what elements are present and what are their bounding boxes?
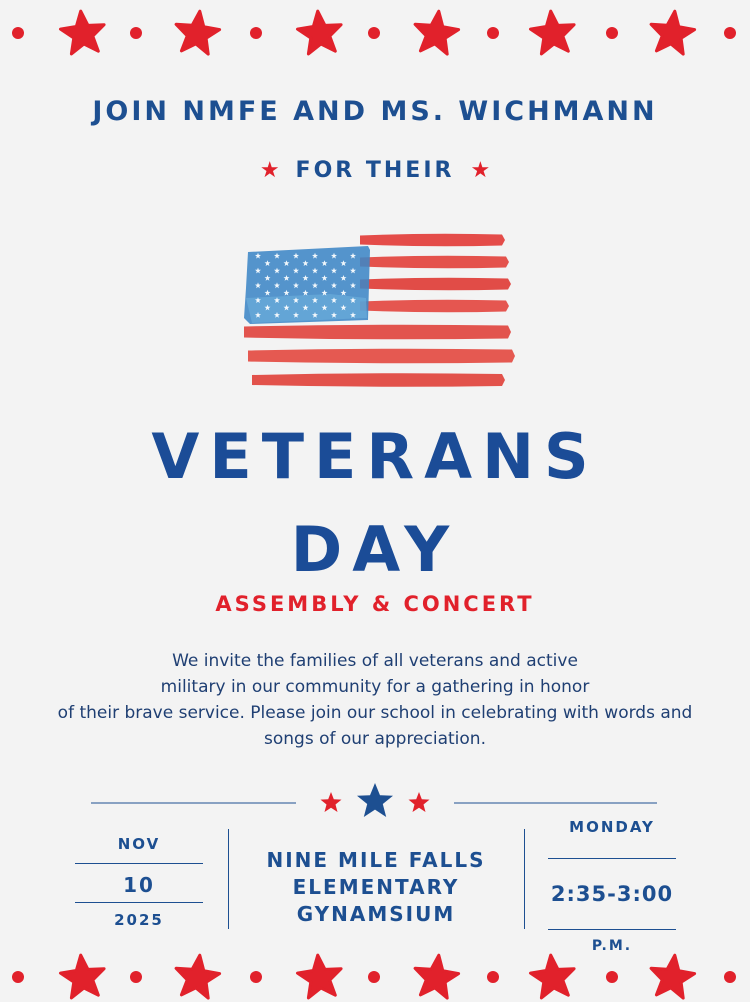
event-subtitle: ASSEMBLY & CONCERT [215, 592, 535, 616]
event-location [240, 847, 512, 928]
border-star-icon [298, 11, 342, 54]
border-dot [12, 971, 24, 983]
date-divider [75, 863, 203, 864]
time-divider [548, 858, 676, 859]
flag-stripe [360, 278, 511, 291]
small-red-star-icon [409, 792, 430, 812]
flag-stripe [252, 373, 505, 387]
flag-stripe [360, 234, 505, 247]
event-weekday: MONDAY [569, 818, 655, 836]
event-day: 10 [123, 873, 155, 897]
bottom-star-border [0, 952, 750, 1002]
description-line: We invite the families of all veterans and active [172, 651, 578, 671]
event-ampm: P.M. [591, 938, 633, 954]
border-dot [606, 971, 618, 983]
border-dot [606, 27, 618, 39]
for-their-row [0, 158, 750, 183]
border-star-icon [176, 11, 220, 54]
border-dot [368, 27, 380, 39]
border-star-icon [176, 955, 220, 998]
event-month: NOV [117, 835, 161, 853]
american-flag-image [240, 228, 515, 396]
border-dot [487, 27, 499, 39]
top-star-border [0, 8, 750, 58]
for-their-text: FOR THEIR [295, 158, 455, 183]
border-dot [487, 971, 499, 983]
star-icon: ★ [259, 158, 280, 183]
border-dot [250, 27, 262, 39]
border-svg [0, 952, 750, 1002]
column-divider [524, 829, 525, 929]
flag-stripe [360, 300, 509, 313]
date-divider [75, 902, 203, 903]
invitation-heading: JOIN NMFE AND MS. WICHMANN [92, 96, 658, 127]
event-title-line2: DAY [290, 513, 460, 586]
time-divider [548, 929, 676, 930]
border-star-icon [61, 11, 105, 54]
border-star-icon [651, 955, 695, 998]
small-red-star-icon [321, 792, 342, 812]
column-divider [228, 829, 229, 929]
event-year: 2025 [114, 911, 164, 929]
flag-stripe [360, 256, 509, 269]
border-star-icon [415, 11, 459, 54]
location-line: NINE MILE FALLS [266, 848, 486, 872]
border-star-icon [61, 955, 105, 998]
event-time: 2:35-3:00 [550, 882, 674, 906]
large-blue-star-icon [357, 783, 393, 817]
flag-stripe [244, 325, 511, 340]
border-dot [250, 971, 262, 983]
border-dot [724, 27, 736, 39]
border-dot [724, 971, 736, 983]
border-dot [12, 27, 24, 39]
border-star-icon [651, 11, 695, 54]
flag-stripe [248, 349, 515, 364]
border-dot [130, 971, 142, 983]
event-title-line1: VETERANS [151, 420, 599, 493]
border-star-icon [531, 955, 575, 998]
border-star-icon [415, 955, 459, 998]
location-line: ELEMENTARY [292, 875, 460, 899]
flag-svg [240, 228, 515, 396]
description-line: songs of our appreciation. [264, 729, 486, 749]
border-svg [0, 8, 750, 58]
border-star-icon [298, 955, 342, 998]
invitation-description [40, 648, 710, 752]
star-icon: ★ [470, 158, 491, 183]
border-dot [130, 27, 142, 39]
description-line: of their brave service. Please join our school in celebrating with words and [57, 703, 693, 723]
location-line: GYNAMSIUM [296, 902, 456, 926]
border-star-icon [531, 11, 575, 54]
description-line: military in our community for a gathering in honor [160, 677, 590, 697]
border-dot [368, 971, 380, 983]
